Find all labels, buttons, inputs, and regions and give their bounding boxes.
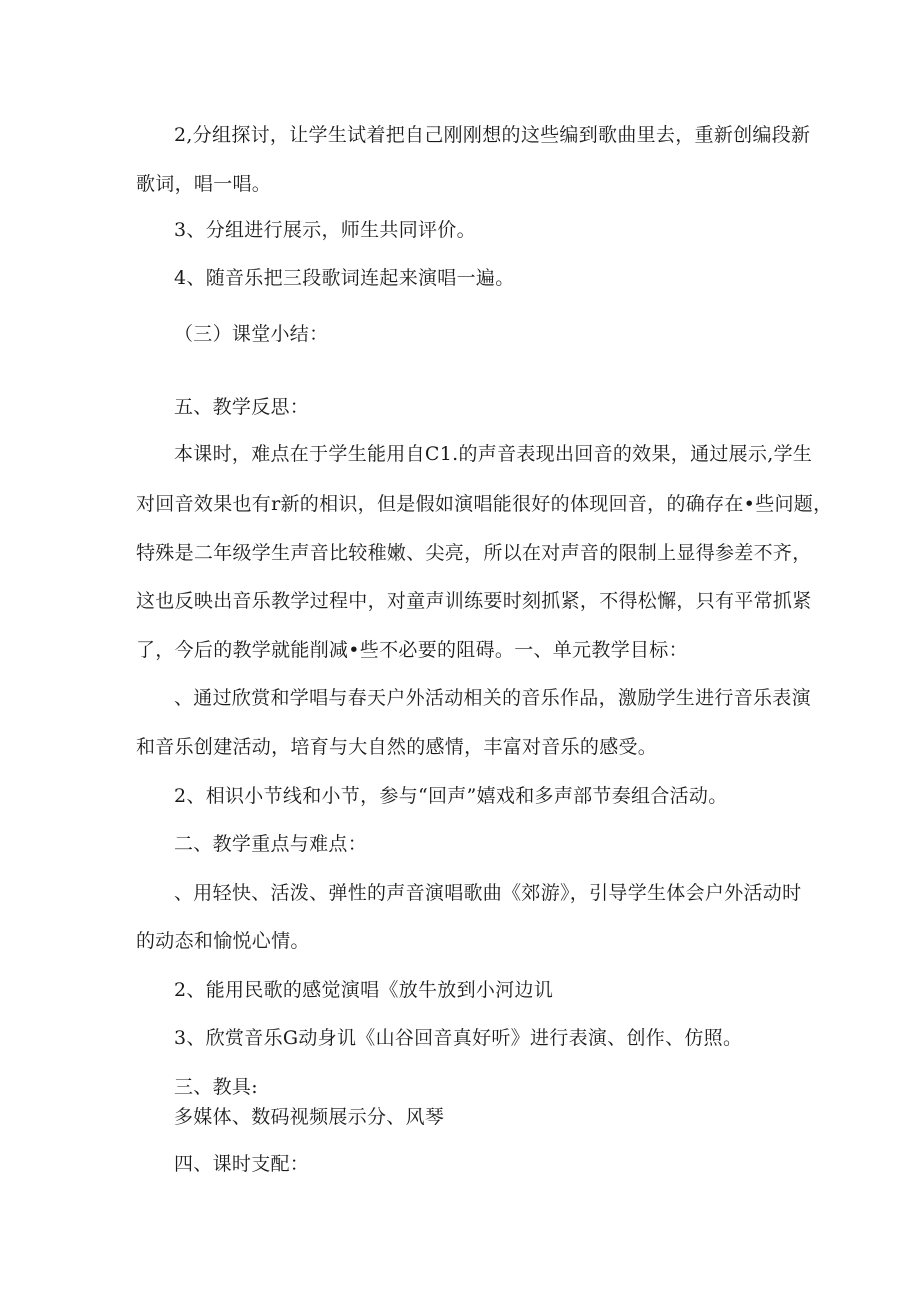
text-line: 3、分组进行展示，师生共同评价。 xyxy=(174,219,476,241)
text-line: 歌词，唱一唱。 xyxy=(136,173,272,195)
section-heading: 三、教具: xyxy=(174,1076,258,1098)
text-line: 了，今后的教学就能削减•些不必要的阻碍。一、单元教学目标： xyxy=(136,639,688,661)
text-line: 4、随音乐把三段歌词连起来演唱一遍。 xyxy=(174,267,515,289)
text-line: 2、能用民歌的感觉演唱《放牛放到小河边讥 xyxy=(174,979,554,1001)
text-line: 和音乐创建活动，培育与大自然的感情，丰富对音乐的感受。 xyxy=(136,736,658,758)
text-line: 特殊是二年级学生声音比较稚嫩、尖亮，所以在对声音的限制上显得参差不齐， xyxy=(136,542,812,564)
text-line: 、通过欣赏和学唱与春天户外活动相关的音乐作品，激励学生进行音乐表演 xyxy=(174,687,811,709)
section-heading: 五、教学反思： xyxy=(174,396,310,418)
text-line: 3、欣赏音乐G动身讥《山谷回音真好听》进行表演、创作、仿照。 xyxy=(174,1027,743,1049)
section-heading: 二、教学重点与难点： xyxy=(174,833,368,855)
section-heading: （三）课堂小结： xyxy=(174,323,329,345)
text-line: 、用轻快、活泼、弹性的声音演唱歌曲《郊游》，引导学生体会户外活动时 xyxy=(174,882,802,904)
section-heading: 四、课时支配： xyxy=(174,1153,310,1175)
text-line: 2、相识小节线和小节，参与“回声”嬉戏和多声部节奏组合活动。 xyxy=(174,785,728,807)
text-line: 的动态和愉悦心情。 xyxy=(136,930,310,952)
text-line: 这也反映出音乐教学过程中，对童声训练要时刻抓紧，不得松懈，只有平常抓紧 xyxy=(136,590,812,612)
text-line: 对回音效果也有r新的相识，但是假如演唱能很好的体现回音，的确存在•些问题， xyxy=(136,493,833,515)
text-line: 2,分组探讨，让学生试着把自己刚刚想的这些编到歌曲里去，重新创编段新 xyxy=(174,124,811,146)
text-line: 多媒体、数码视频展示分、风琴 xyxy=(174,1106,445,1128)
text-line: 本课时，难点在于学生能用自C1.的声音表现出回音的效果，通过展示,学生 xyxy=(174,443,813,465)
